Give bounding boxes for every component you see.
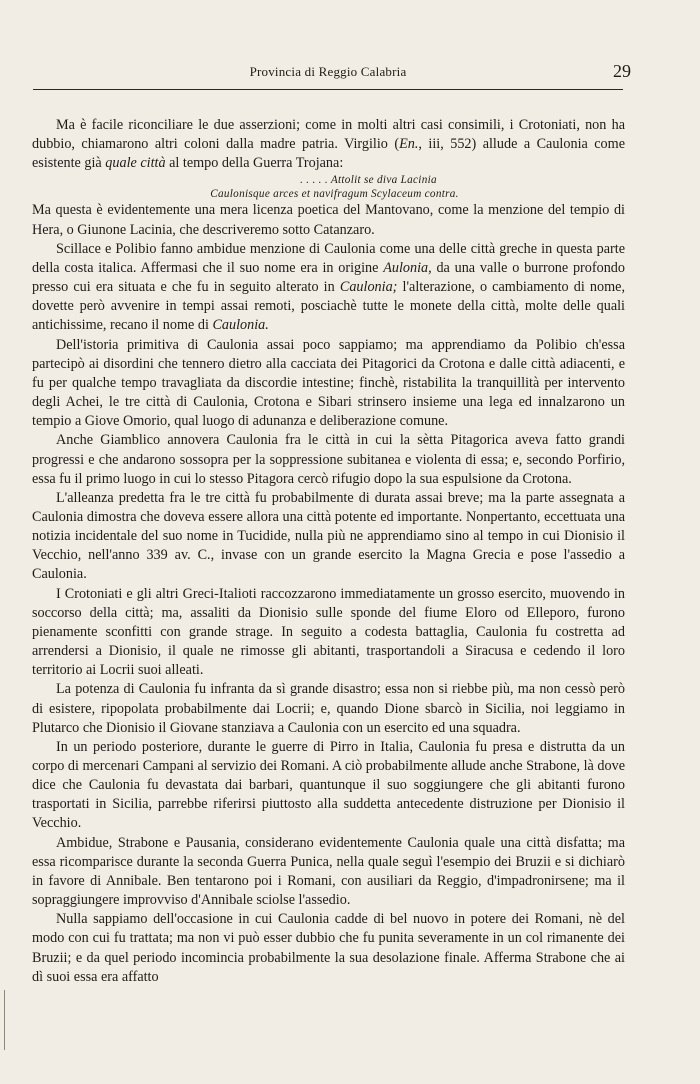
paragraph-4: Dell'istoria primitiva di Caulonia assai poco sappiamo; ma apprendiamo da Polibio ch'essa partecipò ai disordini che tennero dietro alla cacciata dei Pitagorici da Crotona e dalle città adiacenti, e fu per qualche tempo travagliata da discordie intestine; finchè, ristabilita la tranquillità per intervento degli Achei, le tre città di Caulonia, Crotona e Sibari strinsero insieme una lega ed innalzarono un tempio a Giove Omorio, qual luogo di adunanza e deliberazione comune. [32,336,625,430]
paragraph-7: I Crotoniati e gli altri Greci-Italioti raccozzarono immediatamente un grosso esercito, muovendo in soccorso della città; ma, assaliti da Dionisio sulle sponde del fiume Eloro od Elleporo, furono pienamente sconfitti con grande strage. In seguito a codesta battaglia, Caulonia fu costretta ad arrendersi a Dionisio, il quale ne rimosse gli abitanti, trasportandoli a Siracusa e cedendo il loro territorio ai Locrii suoi alleati. [32,585,625,679]
paragraph-5: Anche Giamblico annovera Caulonia fra le città in cui la sètta Pitagorica aveva fatto grandi progressi e che andarono sossopra per la soppressione subitanea e violenta di essa; e, secondo Porfirio, essa fu il primo luogo in cui lo stesso Pitagora cercò rifugio dopo la sua espulsione da Crotona. [32,432,625,487]
paragraph-8: La potenza di Caulonia fu infranta da sì grande disastro; essa non si riebbe più, ma non cessò però di esistere, ripopolata probabilmente dai Locrii; e, quando Dione sbarcò in Sicilia, noi leggiamo in Plutarco che Dionisio il Giovane stanziava a Caulonia con un esercito ed una squadra. [32,681,625,736]
paragraph-2: Ma questa è evidentemente una mera licenza poetica del Mantovano, come la menzione del tempio di Hera, o Giunone Lacinia, che descriveremo sotto Catanzaro. [32,202,625,238]
paragraph-1: Ma è facile riconciliare le due asserzioni; come in molti altri casi consimili, i Crotoniati, non ha dubbio, chiamarono altri coloni dalla madre patria. Virgilio (En., iii, 552) allude a Caulonia come esistente già quale città al tempo della Guerra Trojana: [32,117,625,172]
paragraph-6: L'alleanza predetta fra le tre città fu probabilmente di durata assai breve; ma la parte assegnata a Caulonia dimostra che doveva essere allora una città potente ed importante. Nonpertanto, eccettuata una notizia incidentale del suo nome in Tucidide, nulla più ne apprendiamo sino al tempo in cui Dionisio il Vecchio, nell'anno 339 av. C., invase con un grande esercito la Magna Grecia e pose l'assedio a Caulonia. [32,489,625,583]
paragraph-11: Nulla sappiamo dell'occasione in cui Caulonia cadde di bel nuovo in potere dei Romani, nè del modo con cui fu trattata; ma non vi può esser dubbio che fu punita severamente in un col rimanente dei Bruzii; e da quel periodo incomincia probabilmente la sua desolazione finale. Afferma Strabone che ai dì suoi essa era affatto [32,911,625,985]
header-rule [33,89,623,90]
running-header [33,61,631,88]
quote-line-2: Caulonisque arces et navifragum Scylaceum contra. [210,188,459,201]
paragraph-9: In un periodo posteriore, durante le guerre di Pirro in Italia, Caulonia fu presa e distrutta da un corpo di mercenari Campani al servizio dei Romani. A ciò probabilmente allude anche Strabone, là dove dice che Caulonia fu devastata dai barbari, quantunque il suo soggiungere che gli abitanti furono trasportati in Sicilia, parrebbe riferirsi piuttosto alla suddetta antecedente distruzione per Dionisio il Vecchio. [32,738,625,832]
verse-quotation [32,173,625,201]
header-title: Provincia di Reggio Calabria [249,64,407,79]
body-text [32,116,625,987]
quote-line-1: . . . . . Attolit se diva Lacinia [300,174,437,187]
paragraph-10: Ambidue, Strabone e Pausania, considerano evidentemente Caulonia quale una città disfatta; ma essa ricomparisce durante la seconda Guerra Punica, nella quale seguì l'esempio dei Bruzii e si dichiarò in favore di Annibale. Ben tentarono poi i Romani, con ausiliari da Reggio, d'impadronirsene; ma il sopraggiungere improvviso d'Annibale sciolse l'assedio. [32,834,625,909]
page-number: 29 [613,61,631,81]
scan-margin-mark [4,990,5,1050]
paragraph-3: Scillace e Polibio fanno ambidue menzione di Caulonia come una delle città greche in questa parte della costa italica. Affermasi che il suo nome era in origine Aulonia, da una valle o burrone profondo presso cui era situata e che fu in seguito alterato in Caulonia; l'alterazione, o cambiamento di nome, dovette però avvenire in tempi assai remoti, posciachè tutte le monete della città, molte delle quali antichissime, recano il nome di Caulonia. [32,240,625,334]
